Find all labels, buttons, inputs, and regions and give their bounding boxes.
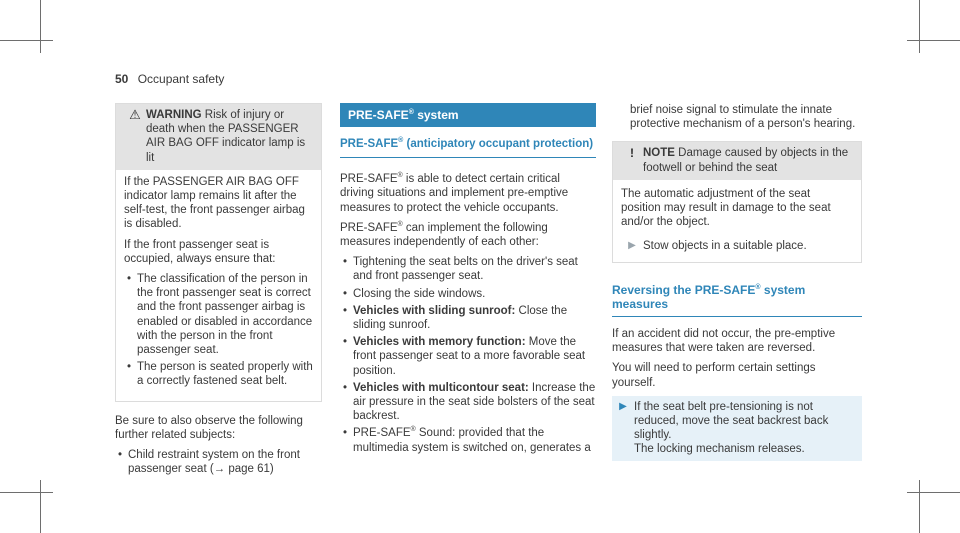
play-icon: ▶ xyxy=(628,240,636,252)
registered-mark: ® xyxy=(408,109,414,116)
term: PRE-SAFE xyxy=(340,221,398,234)
crop-mark xyxy=(40,480,41,533)
note-action-text: Stow objects in a suitable place. xyxy=(643,240,807,253)
list-item: • Closing the side windows. xyxy=(340,287,596,301)
list-item: • The person is seated properly with a correctly fastened seat belt. xyxy=(124,360,313,388)
note-head-text: Damage caused by objects in the footwell or behind the seat xyxy=(643,147,849,174)
list-item: • Vehicles with sliding sunroof: Close the sliding sunroof. xyxy=(340,304,596,332)
crop-mark xyxy=(40,0,41,53)
page-number: 50 xyxy=(115,72,129,86)
column-left xyxy=(115,103,322,482)
registered-mark: ® xyxy=(397,172,403,180)
list-item[interactable]: • Child restraint system on the front passenger seat (→ page 61) xyxy=(115,448,322,476)
section-heading: Reversing the PRE-SAFE® system measures xyxy=(612,283,862,317)
term: PRE-SAFE xyxy=(340,173,398,186)
measures-list xyxy=(340,255,596,455)
paragraph: You will need to perform certain settings yourself. xyxy=(612,362,816,389)
list-item: • Vehicles with multicontour seat: Increase the air pressure in the seat side bolsters of the seat backrest. xyxy=(340,381,596,424)
subheading-suffix: (anticipatory occupant protection) xyxy=(403,138,594,150)
warning-list xyxy=(124,272,313,389)
warning-box xyxy=(115,103,322,402)
exclamation-icon: ! xyxy=(630,146,634,161)
note-heading xyxy=(643,146,853,174)
column-middle xyxy=(340,103,596,461)
instruction-text: If the seat belt pre-tensioning is not reduced, move the seat backrest back slightly. xyxy=(634,400,829,442)
crop-mark xyxy=(0,492,53,493)
paragraph xyxy=(340,221,596,249)
list-item: • The classification of the person in the front passenger seat is correct and the front passenger airbag is enabled or disabled in accordance with the person in the front passenger seat. xyxy=(124,272,313,357)
crop-mark xyxy=(919,0,920,53)
note-label: NOTE xyxy=(643,147,675,160)
banner-name: PRE-SAFE xyxy=(348,108,409,122)
list-item: • PRE-SAFE® Sound: provided that the multimedia system is switched on, generates a xyxy=(340,426,596,454)
section-banner xyxy=(340,103,596,127)
paragraph-text: is able to detect certain critical driving situations and implement pre-emptive measures to protect the vehicle occupants. xyxy=(340,173,569,214)
note-body-text: The automatic adjustment of the seat position may result in damage to the seat and/or the object. xyxy=(621,187,831,229)
warning-heading xyxy=(146,108,313,165)
warning-para: If the front passenger seat is occupied, always ensure that: xyxy=(124,238,276,265)
registered-mark: ® xyxy=(397,220,403,228)
further-list xyxy=(115,448,322,476)
banner-suffix: system xyxy=(413,108,459,122)
paragraph xyxy=(340,172,596,215)
continued-text: brief noise signal to stimulate the innate protective mechanism of a person's hearing. xyxy=(630,104,856,131)
paragraph-text: can implement the following measures independently of each other: xyxy=(340,221,548,249)
note-action xyxy=(621,235,853,257)
section-title: Occupant safety xyxy=(137,72,225,86)
warning-para: If the PASSENGER AIR BAG OFF indicator lamp remains lit after the self-test, the front passenger airbag is disabled. xyxy=(124,175,305,231)
crop-mark xyxy=(0,40,53,41)
note-box xyxy=(612,141,862,262)
warning-triangle-icon: ⚠ xyxy=(129,107,141,122)
warning-label: WARNING xyxy=(146,109,202,121)
play-icon: ▶ xyxy=(619,400,627,412)
warning-head-text: Risk of injury or death when the PASSENGER AIR BAG OFF indicator lamp is lit xyxy=(146,109,306,164)
subheading xyxy=(340,137,596,158)
list-item: • Tightening the seat belts on the driver's seat and front passenger seat. xyxy=(340,255,596,283)
list-item: • Vehicles with memory function: Move the front passenger seat to a more favorable seat position. xyxy=(340,335,596,378)
crop-mark xyxy=(907,492,960,493)
crop-mark xyxy=(919,480,920,533)
page-header xyxy=(115,72,224,86)
registered-mark: ® xyxy=(398,137,404,145)
instruction-step xyxy=(612,396,862,461)
subheading-name: PRE-SAFE xyxy=(340,138,399,150)
column-right xyxy=(612,103,862,461)
registered-mark: ® xyxy=(755,283,761,291)
crop-mark xyxy=(907,40,960,41)
paragraph: If an accident did not occur, the pre-emptive measures that were taken are reversed. xyxy=(612,328,836,355)
further-intro: Be sure to also observe the following further related subjects: xyxy=(115,414,303,441)
instruction-result: The locking mechanism releases. xyxy=(634,443,805,456)
registered-mark: ® xyxy=(410,426,416,434)
